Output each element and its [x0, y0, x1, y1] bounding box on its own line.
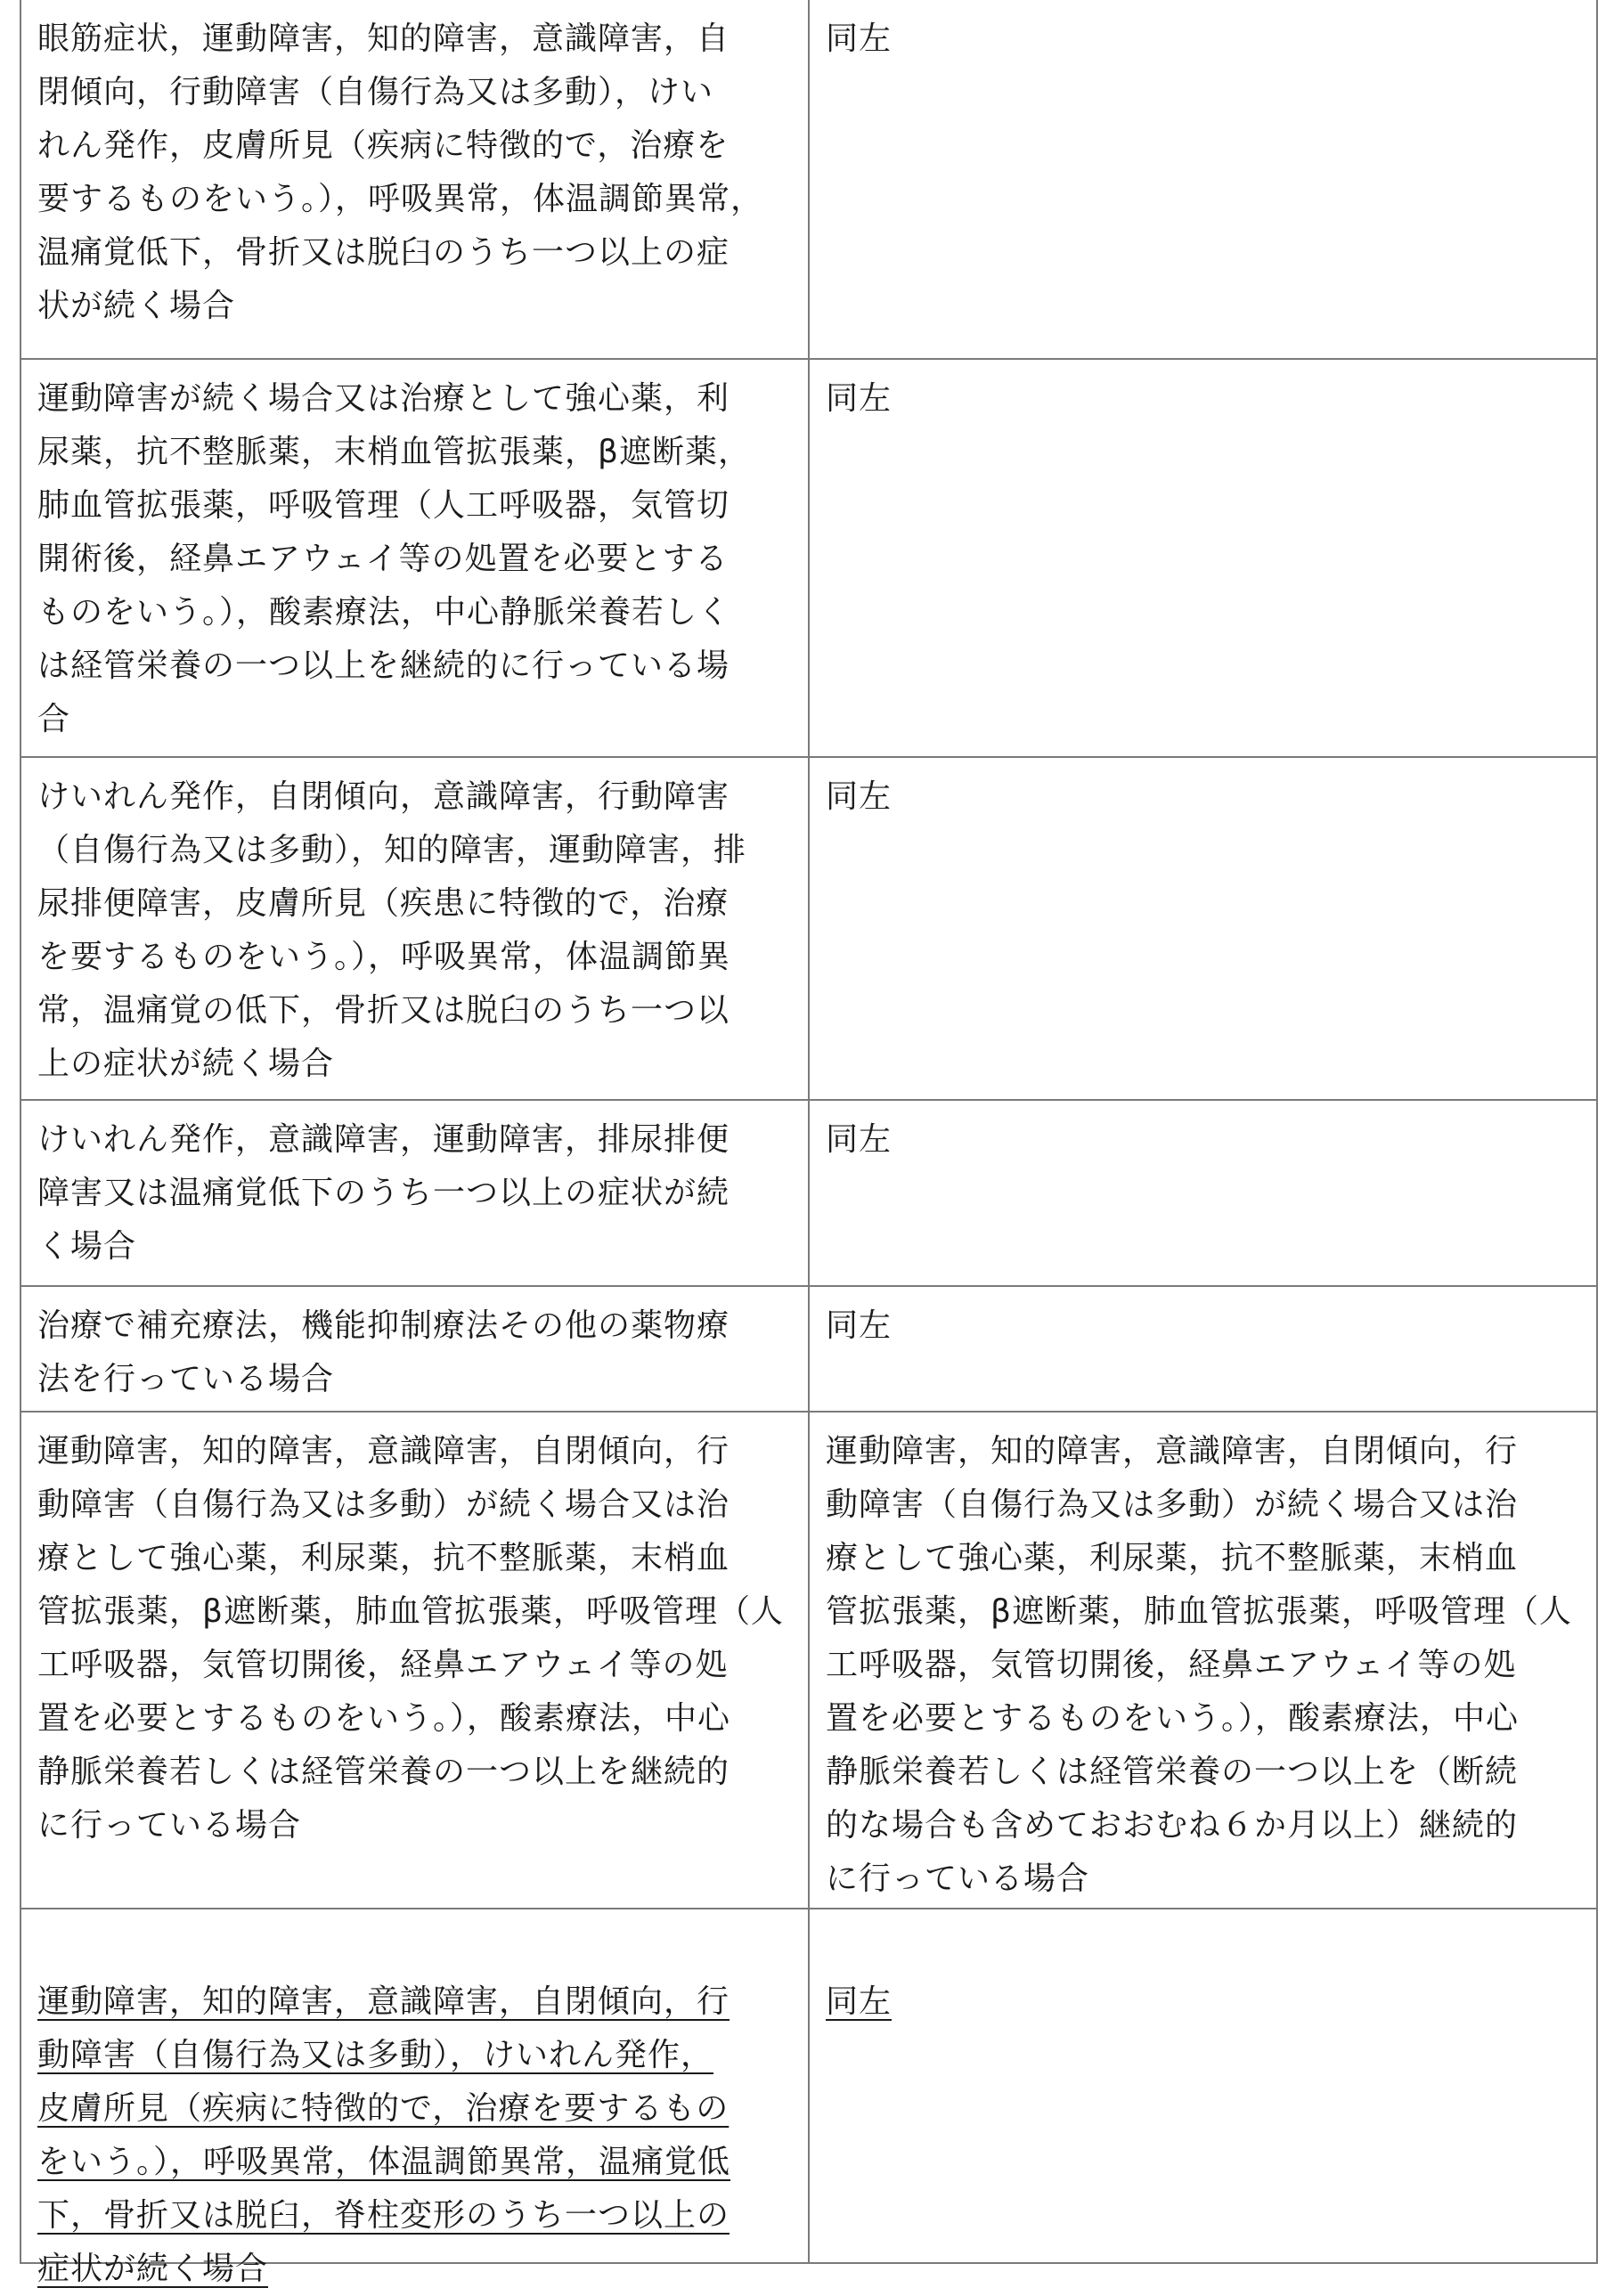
table-cell-right: 同左 [810, 1099, 1598, 1285]
table-cell-left: けいれん発作，自閉傾向，意識障害，行動障害 （自傷行為又は多動），知的障害，運動障害，排 尿排便障害，皮膚所見（疾患に特徴的で，治療 を要するものをいう。），呼吸異常，体温調節異 常，温痛覚の低下，骨折又は脱臼のうち一つ以 上の症状が続く場合 [21, 756, 810, 1099]
underlined-revision-text: 運動障害，知的障害，意識障害，自閉傾向，行 動障害（自傷行為又は多動），けいれん発作， 皮膚所見（疾病に特徴的で，治療を要するもの をいう。），呼吸異常，体温調節異常，温痛覚低 下，骨折又は脱臼，脊柱変形のうち一つ以上の 症状が続く場合 [37, 1983, 731, 2287]
table-cell-right: 同左 [810, 358, 1598, 756]
table-cell-right: 運動障害，知的障害，意識障害，自閉傾向，行 動障害（自傷行為又は多動）が続く場合又は治 療として強心薬，利尿薬，抗不整脈薬，末梢血 管拡張薬，β遮断薬，肺血管拡張薬，呼吸管理（人 工呼吸器，気管切開後，経鼻エアウェイ等の処 置を必要とするものをいう。），酸素療法，中心 静脈栄養若しくは経管栄養の一つ以上を（断続 的な場合も含めておおむね６か月以上）継続的 に行っている場合 [810, 1411, 1598, 1908]
table-cell-right: 同左 [810, 756, 1598, 1099]
table-cell-left: けいれん発作，意識障害，運動障害，排尿排便 障害又は温痛覚低下のうち一つ以上の症状が続 く場合 [21, 1099, 810, 1285]
table-cell-left: 治療で補充療法，機能抑制療法その他の薬物療 法を行っている場合 [21, 1285, 810, 1411]
table-cell-right: 同左 [810, 1285, 1598, 1411]
table-cell-left: 眼筋症状，運動障害，知的障害，意識障害，自 閉傾向，行動障害（自傷行為又は多動），けい れん発作，皮膚所見（疾病に特徴的で，治療を 要するものをいう。），呼吸異常，体温調節異常， 温痛覚低下，骨折又は脱臼のうち一つ以上の症 状が続く場合 [21, 0, 810, 358]
table-cell-right-underlined [810, 1908, 1598, 2264]
table-cell-left: 運動障害が続く場合又は治療として強心薬，利 尿薬，抗不整脈薬，末梢血管拡張薬，β遮断薬， 肺血管拡張薬，呼吸管理（人工呼吸器，気管切 開術後，経鼻エアウェイ等の処置を必要とする ものをいう。），酸素療法，中心静脈栄養若しく は経管栄養の一つ以上を継続的に行っている場 合 [21, 358, 810, 756]
criteria-table [20, 0, 1596, 2287]
table-cell-right: 同左 [810, 0, 1598, 358]
underlined-revision-text: 同左 [826, 1983, 893, 2020]
table-cell-left-underlined [21, 1908, 810, 2287]
table-cell-left: 運動障害，知的障害，意識障害，自閉傾向，行 動障害（自傷行為又は多動）が続く場合又は治 療として強心薬，利尿薬，抗不整脈薬，末梢血 管拡張薬，β遮断薬，肺血管拡張薬，呼吸管理（人 工呼吸器，気管切開後，経鼻エアウェイ等の処 置を必要とするものをいう。），酸素療法，中心 静脈栄養若しくは経管栄養の一つ以上を継続的 に行っている場合 [21, 1411, 810, 1908]
